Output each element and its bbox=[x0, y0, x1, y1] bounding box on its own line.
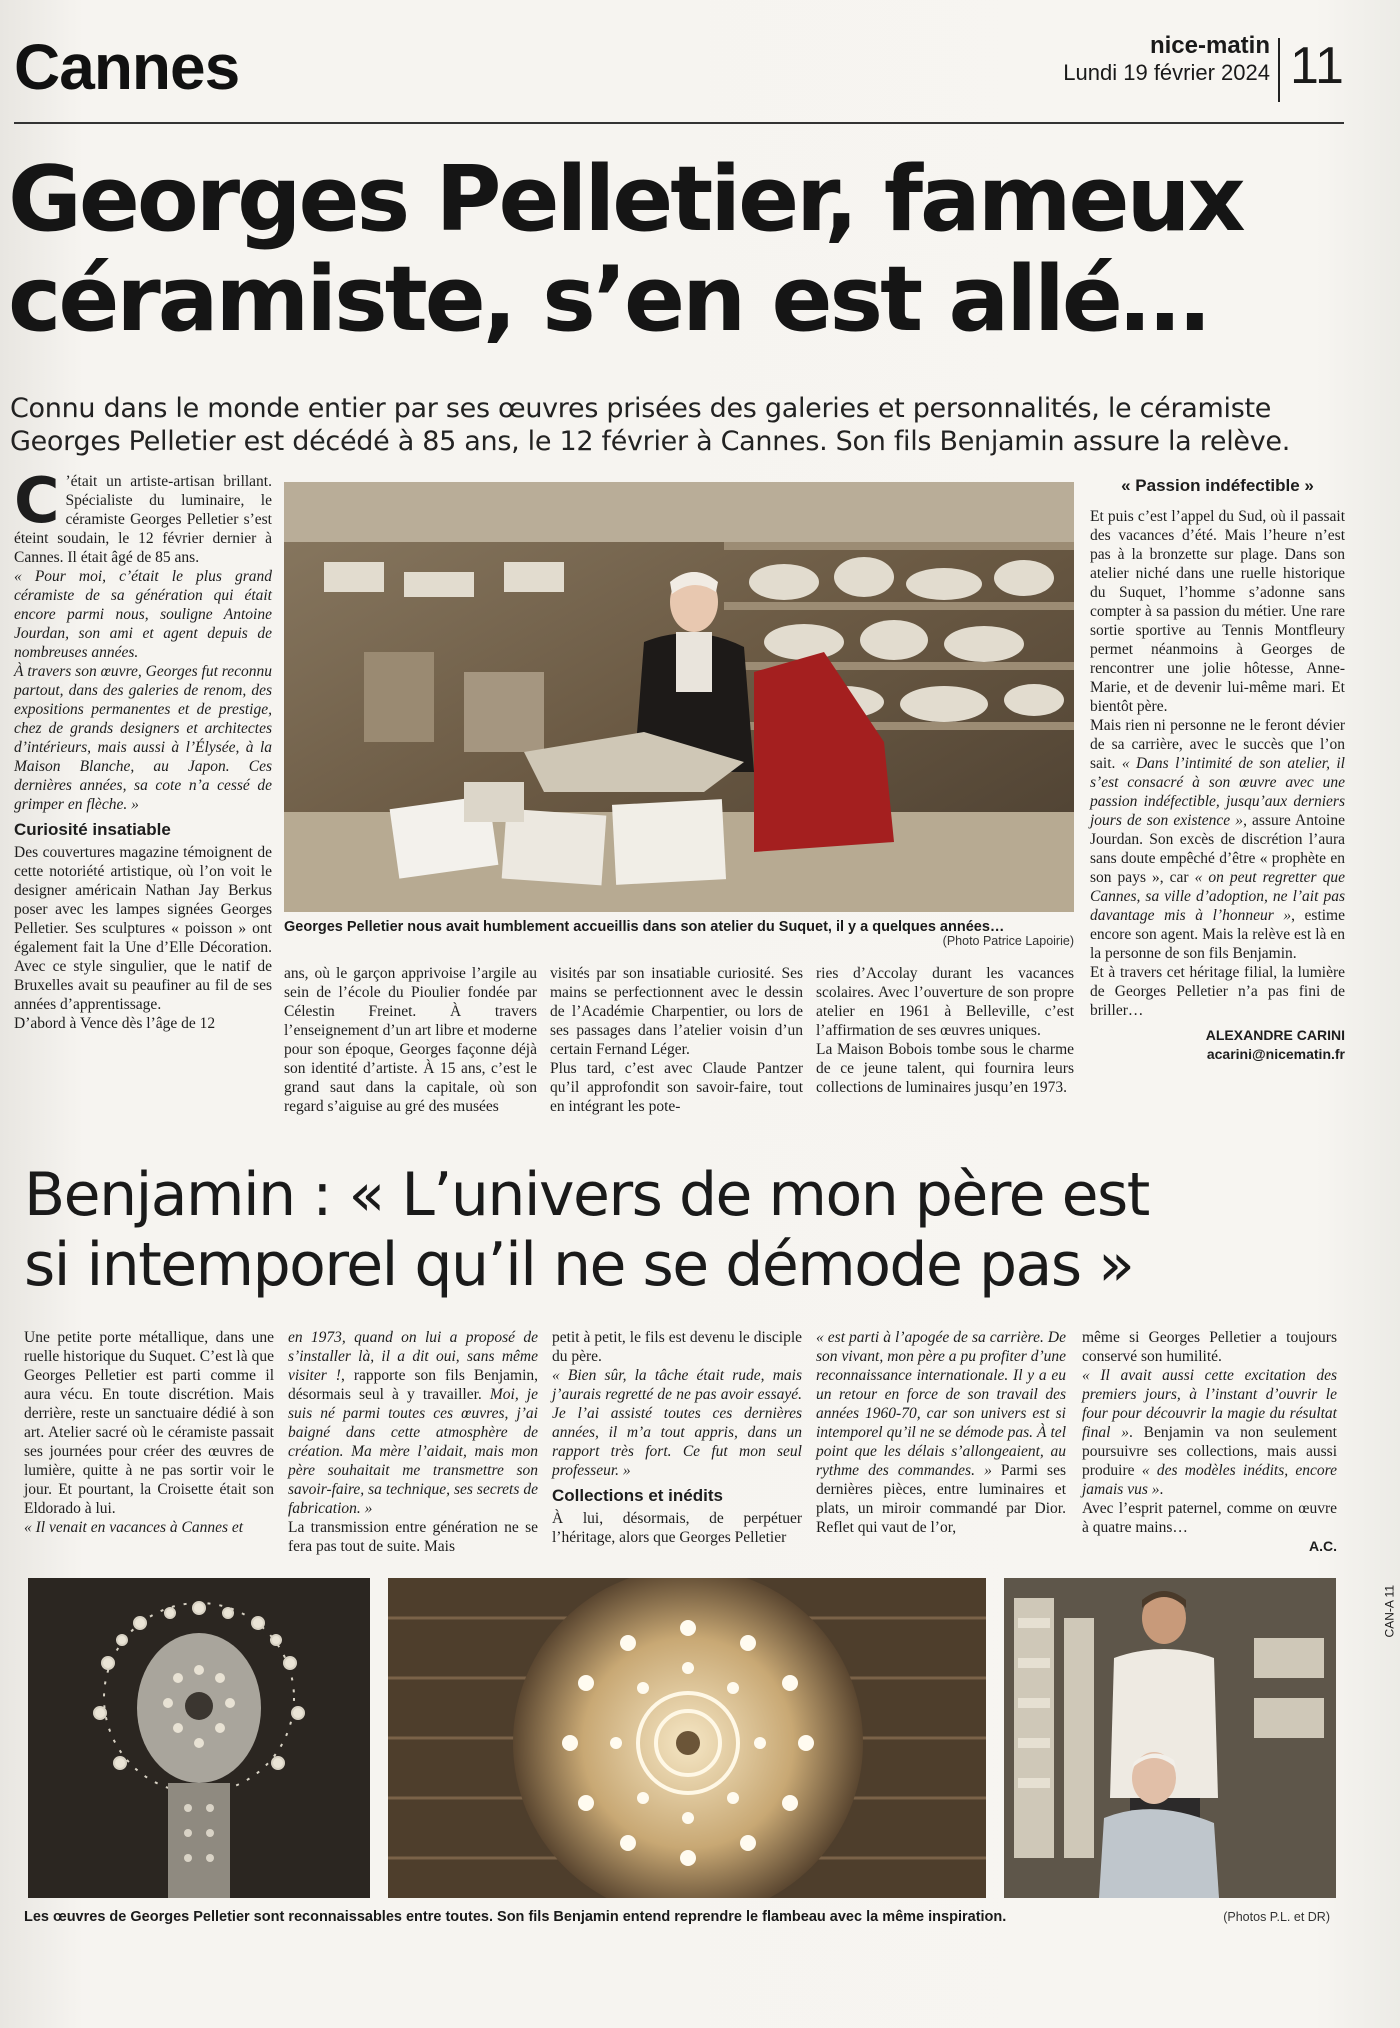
col5-quote-b: « Dans l’intimité de son atelier, il s’est consacré à son œuvre avec une passion indéfectible, jusqu’aux derniers jours de son existence » bbox=[1090, 755, 1345, 829]
photo-father-son bbox=[1004, 1578, 1336, 1898]
section-title: Cannes bbox=[14, 31, 240, 103]
atelier-illustration bbox=[284, 482, 1074, 912]
article1-column1 bbox=[14, 464, 272, 1033]
col4-quote-a: « est parti à l’apogée de sa carrière. De son vivant, mon père a pu profiter d’une reconnaissance internationale. Il y a eu un retour en force de son travail des années 1960-70, car son univers est si intemporel qu’il ne se démode pas. À tel point que les délais s’allongeaient, au rythme des commandes. » bbox=[816, 1329, 1066, 1479]
article1-email: acarini@nicematin.fr bbox=[1206, 1046, 1345, 1062]
masthead-divider bbox=[1278, 38, 1280, 102]
article1-col2-p1: ans, où le garçon apprivoise l’argile au sein de l’école du Pioulier fondée par Célestin Freinet. À travers l’enseignement d’un art libre et moderne pour son époque, Georges façonne déjà son identité d’artiste. À 15 ans, c’est le grand saut dans la capitale, où son regard s’aiguise au gré des musées bbox=[284, 965, 537, 1115]
article1-column5 bbox=[1090, 470, 1345, 1064]
article1-col4-p1: ries d’Accolay durant les vacances scolaires. Avec l’ouverture de son propre atelier en 1961 à Belleville, c’est l’affirmation de ses œuvres uniques. bbox=[816, 965, 1074, 1039]
col5b-text-d: . bbox=[1159, 1481, 1164, 1498]
article1-author: ALEXANDRE CARINI bbox=[1205, 1027, 1345, 1043]
col5-quote-d: « on peut regretter que Cannes, sa ville d’adoption, ne l’ait pas davantage mis à l’honneur » bbox=[1090, 869, 1345, 924]
article1-col1-p4: Des couvertures magazine témoignent de cette notoriété artistique, où l’on voit le designer américain Nathan Jay Berkus poser avec les lampes signées Georges Pelletier. Ses sculptures « poisson » ont également fait la Une d’Elle Décoration. Avec ce style singulier, que le natif de Bruxelles avait su peaufiner au fil de ses années d’apprentissage. bbox=[14, 844, 272, 1013]
col2-text-b: , rapporte son fils Benjamin, désormais seul à y travailler. bbox=[288, 1367, 539, 1403]
article1-column4 bbox=[816, 964, 1074, 1097]
article2-col5-p3: Avec l’esprit paternel, comme on œuvre à quatre mains… bbox=[1082, 1500, 1337, 1536]
main-photo-atelier bbox=[284, 482, 1074, 912]
col4-text-b: Parmi ses dernières pièces, entre luminaires et plats, un miroir commandé par Dior. Reflet qui vaut de l’or, bbox=[816, 1462, 1067, 1536]
main-headline-line1: Georges Pelletier, fameux bbox=[8, 147, 1243, 252]
col5-text-c: , assure Antoine Jourdan. Son excès de discrétion l’aura sans doute empêché d’être « prophète en son pays », car bbox=[1090, 812, 1345, 886]
article2-col2-p2: La transmission entre génération ne se fera pas tout de suite. Mais bbox=[288, 1519, 538, 1555]
article1-col1-p2: « Pour moi, c’était le plus grand céramiste de sa génération qui était encore parmi nous, souligne Antoine Jourdan, son ami et agent depuis de nombreuses années. bbox=[14, 568, 272, 661]
article1-col1-p1: ’était un artiste-artisan brillant. Spécialiste du luminaire, le céramiste Georges Pelletier s’est éteint soudain, le 12 février dernier à Cannes. Il était âgé de 85 ans. bbox=[14, 473, 272, 566]
col5-text-a: Mais rien ni personne ne le feront dévier de sa carrière, avec le succès que l’on sait. bbox=[1090, 717, 1345, 772]
article-intro: Connu dans le monde entier par ses œuvres prisées des galeries et personnalités, le céramiste Georges Pelletier est décédé à 85 ans, le 12 février à Cannes. Son fils Benjamin assure la relève. bbox=[10, 393, 1290, 457]
article2-column1 bbox=[24, 1328, 274, 1537]
article2-col1-p1: Une petite porte métallique, dans une ruelle historique du Suquet. C’est là que Georges Pelletier est parti comme il aura vécu. En toute discrétion. Mais derrière, reste un sanctuaire dédié à son art. Atelier sacré où le céramiste passait ses journées pour créer des œuvres de lumière, quitte à ne pas sortir voir le jour. Et pourtant, la Croisette était son Eldorado à lui. bbox=[24, 1329, 274, 1517]
article1-column3 bbox=[550, 964, 803, 1116]
page-number: 11 bbox=[1290, 37, 1344, 95]
article2-col2-p1 bbox=[288, 1328, 538, 1518]
main-headline-line2: céramiste, s’en est allé… bbox=[8, 247, 1207, 352]
second-headline-line2: si intemporel qu’il ne se démode pas » bbox=[24, 1230, 1134, 1300]
header-rule bbox=[14, 122, 1344, 124]
subhead-passion: « Passion indéfectible » bbox=[1121, 476, 1314, 495]
article1-col4-p2: La Maison Bobois tombe sous le charme de ce jeune talent, qui fournira leurs collections de luminaires jusqu’en 1973. bbox=[816, 1041, 1074, 1096]
col2-quote-c: Moi, je suis né parmi toutes ces œuvres, j’ai baigné dans cette atmosphère de création. Ma mère l’aidait, mais mon père souhaitait me transmettre son savoir-faire, sa technique, ses secrets de fabrication. » bbox=[288, 1386, 538, 1517]
col5b-quote-c: « des modèles inédits, encore jamais vus » bbox=[1082, 1462, 1337, 1498]
drop-cap: C bbox=[14, 464, 60, 537]
mask-sculpture-illustration bbox=[28, 1578, 370, 1898]
second-headline-line1: Benjamin : « L’univers de mon père est bbox=[24, 1160, 1149, 1230]
father-son-illustration bbox=[1004, 1578, 1336, 1898]
article2-col3-p2: « Bien sûr, la tâche était rude, mais j’aurais regretté de ne pas avoir essayé. Je l’ai assisté toutes ces dernières années, il m’a tout appris, dans un rapport très fort. Ce fut mon seul professeur. » bbox=[552, 1367, 802, 1479]
article2-col1-p2: « Il venait en vacances à Cannes et bbox=[24, 1519, 244, 1536]
col2-quote-a: en 1973, quand on lui a proposé de s’installer là, il a dit oui, sans même visiter ! bbox=[288, 1329, 538, 1384]
second-headline bbox=[24, 1160, 1324, 1300]
col5b-text-b: . Benjamin va non seulement poursuivre ses collections, mais aussi produire bbox=[1082, 1424, 1337, 1479]
issue-date: Lundi 19 février 2024 bbox=[1063, 60, 1270, 85]
newspaper-brand: nice-matin bbox=[1149, 32, 1270, 59]
photo-mask-sculpture bbox=[28, 1578, 370, 1898]
article2-author: A.C. bbox=[1309, 1538, 1337, 1554]
article1-column2 bbox=[284, 964, 537, 1116]
main-headline bbox=[8, 147, 1368, 352]
article2-column2 bbox=[288, 1328, 538, 1556]
bottom-photos-credit: (Photos P.L. et DR) bbox=[1223, 1910, 1330, 1924]
article1-col3-p2: Plus tard, c’est avec Claude Pantzer qu’il approfondit son savoir-faire, tout en intégrant les pote- bbox=[550, 1060, 803, 1115]
col5-text-e: , estime encore son agent. Mais la relève est là en la personne de son fils Benjamin. bbox=[1090, 907, 1345, 962]
main-photo-caption: Georges Pelletier nous avait humblement accueillis dans son atelier du Suquet, il y a quelques années… bbox=[284, 919, 1005, 935]
article1-col3-p1: visités par son insatiable curiosité. Ses mains se perfectionnent avec le dessin de l’Académie Charpentier, ou lors de ses passages dans l’atelier voisin d’un certain Fernand Léger. bbox=[550, 965, 803, 1058]
article1-col5-p3: Et à travers cet héritage filial, la lumière de Georges Pelletier n’a pas fini de briller… bbox=[1090, 964, 1345, 1019]
bottom-photos-caption: Les œuvres de Georges Pelletier sont reconnaissables entre toutes. Son fils Benjamin entend reprendre le flambeau avec la même inspiration. bbox=[24, 1909, 1007, 1925]
article2-col4-p1 bbox=[816, 1328, 1066, 1537]
article2-col3-p3: À lui, désormais, de perpétuer l’héritage, alors que Georges Pelletier bbox=[552, 1510, 802, 1546]
article2-column4 bbox=[816, 1328, 1066, 1537]
article1-col5-p1: Et puis c’est l’appel du Sud, où il passait des vacances d’été. Mais l’heure n’est pas à la bronzette sur plage. Dans son atelier niché dans une ruelle historique du Suquet, l’homme s’adonne sans compter à sa passion du métier. Une rare sortie sportive au Tennis Montfleury permet néanmoins à Georges de rencontrer une jolie hôtesse, Anne-Marie, et de devenir lui-même mari. Et bientôt père. bbox=[1090, 508, 1345, 715]
subhead-curiosite: Curiosité insatiable bbox=[14, 820, 171, 839]
subhead-collections: Collections et inédits bbox=[552, 1486, 723, 1505]
article2-col5-p2 bbox=[1082, 1366, 1337, 1499]
article2-col5-p1: même si Georges Pelletier a toujours conservé son humilité. bbox=[1082, 1329, 1337, 1365]
photo-luminaire bbox=[388, 1578, 986, 1898]
article2-column3 bbox=[552, 1328, 802, 1547]
article2-col3-p1: petit à petit, le fils est devenu le disciple du père. bbox=[552, 1329, 802, 1365]
edition-code: CAN-A 11 bbox=[1382, 1585, 1396, 1638]
masthead bbox=[1060, 32, 1270, 86]
article1-col1-p5: D’abord à Vence dès l’âge de 12 bbox=[14, 1015, 216, 1032]
article1-col1-p3: À travers son œuvre, Georges fut reconnu partout, dans des galeries de renom, des expositions permanentes et de prestige, chez de grands designers et architectes d’intérieurs, mais aussi à l’Élysée, à la Maison Blanche, au Japon. Ces dernières années, sa cote n’a cessé de grimper en flèche. » bbox=[14, 663, 272, 813]
article1-col5-p2 bbox=[1090, 716, 1345, 963]
col5b-quote-a: « Il avait aussi cette excitation des premiers jours, à l’instant d’ouvrir le four pour découvrir la magie du résultat final » bbox=[1082, 1367, 1337, 1441]
main-photo-credit: (Photo Patrice Lapoirie) bbox=[942, 934, 1074, 948]
luminaire-illustration bbox=[388, 1578, 986, 1898]
article2-column5 bbox=[1082, 1328, 1337, 1556]
